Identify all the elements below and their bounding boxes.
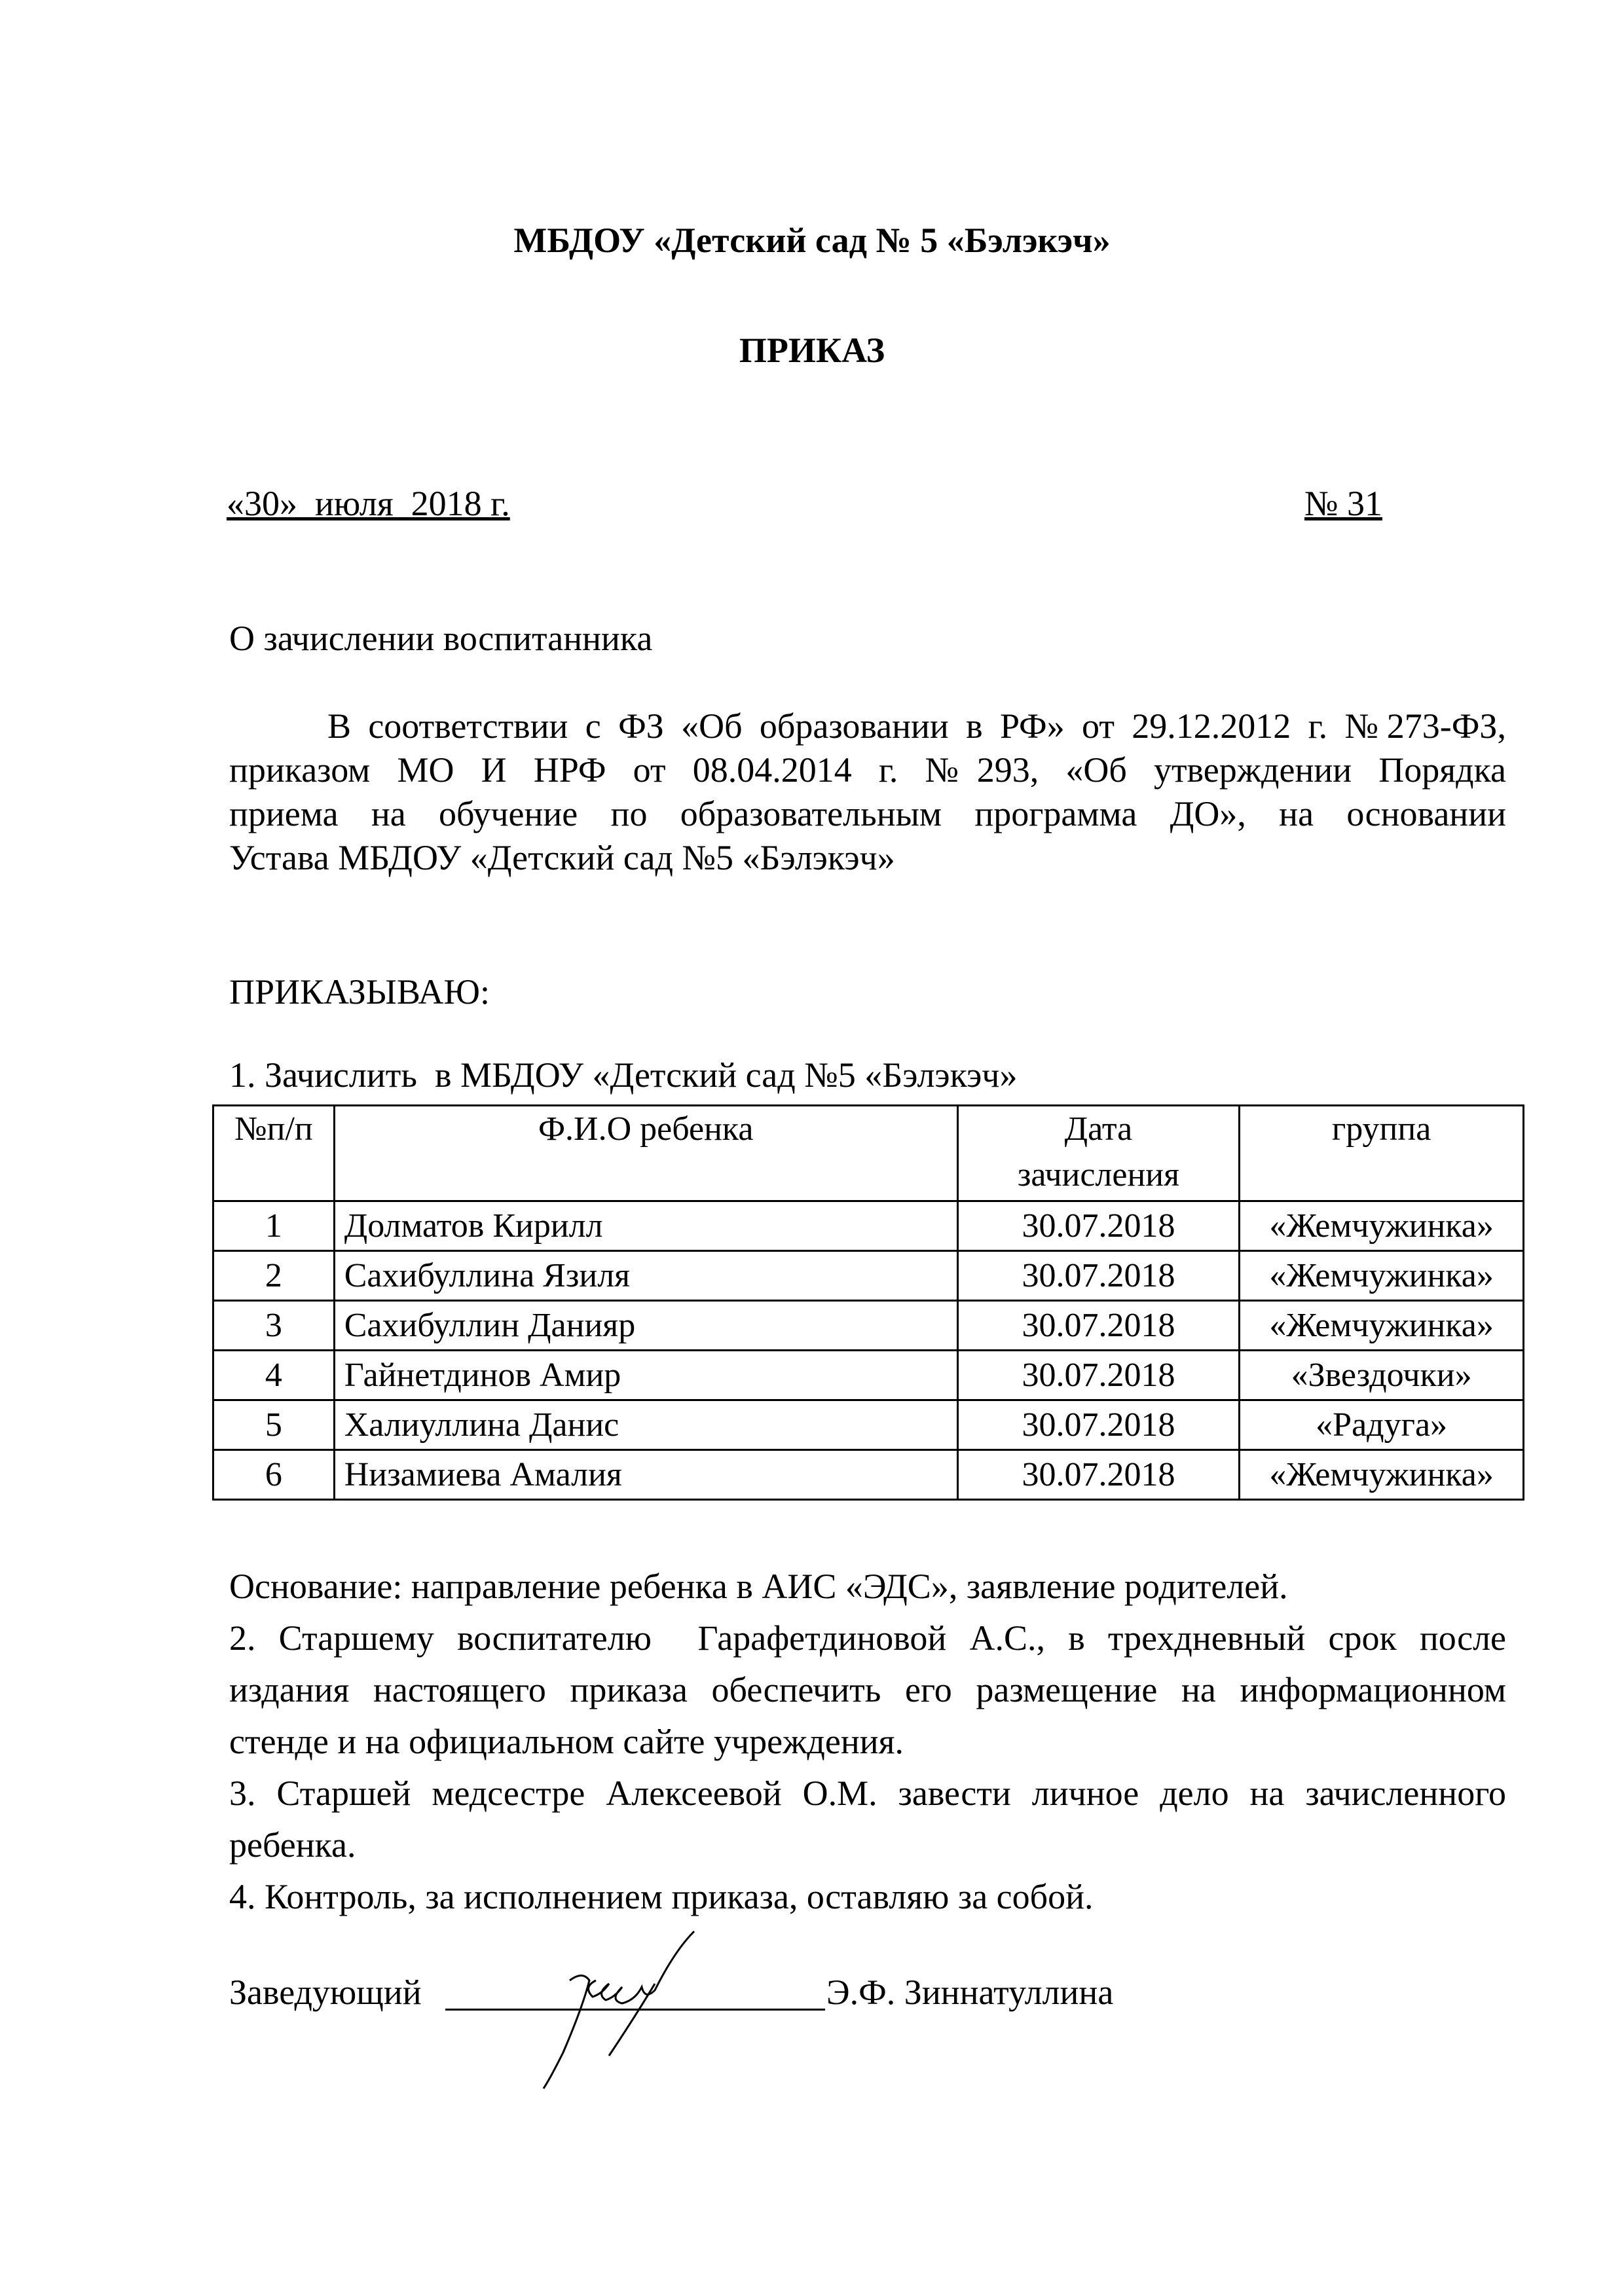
table-row [213, 1251, 1524, 1301]
preamble [229, 704, 1506, 880]
table-row [213, 1201, 1524, 1251]
document-type: ПРИКАЗ [739, 331, 885, 370]
order-word: ПРИКАЗЫВАЮ: [229, 972, 490, 1011]
organization-title: МБДОУ «Детский сад № 5 «Бэлэкэч» [513, 221, 1111, 260]
order-subject: О зачислении воспитанника [229, 619, 653, 658]
header-date-line1: Дата [1064, 1110, 1133, 1148]
order-body [229, 1561, 1506, 1923]
cell-date: 30.07.2018 [957, 1251, 1240, 1301]
body-line: 3. Старшей медсестре Алексеевой О.М. завести личное дело на зачисленного [229, 1774, 1506, 1813]
order-date: «30» июля 2018 г. [227, 484, 510, 523]
header-number: №п/п [213, 1106, 335, 1201]
cell-number: 1 [213, 1201, 335, 1251]
handwritten-signature [498, 1925, 733, 2095]
body-line: издания настоящего приказа обеспечить его размещение на информационном [229, 1670, 1506, 1709]
cell-date: 30.07.2018 [957, 1351, 1240, 1400]
header-date-line2: зачисления [1017, 1156, 1180, 1194]
table-row [213, 1351, 1524, 1400]
body-line: 4. Контроль, за исполнением приказа, оставляю за собой. [229, 1877, 1094, 1916]
preamble-line: приказом МО И НРФ от 08.04.2014 г. №293, «Об утверждении Порядка [229, 750, 1506, 790]
table-row [213, 1450, 1524, 1500]
cell-group: «Жемчужинка» [1240, 1251, 1524, 1301]
item-1: 1. Зачислить в МБДОУ «Детский сад №5 «Бэлэкэч» [229, 1055, 1018, 1095]
table-row [213, 1301, 1524, 1351]
cell-name: Долматов Кирилл [334, 1201, 957, 1251]
cell-group: «Жемчужинка» [1240, 1301, 1524, 1351]
preamble-line: В соответствии с ФЗ «Об образовании в РФ» от 29.12.2012 г. №273-ФЗ, [327, 706, 1506, 746]
signatory-title: Заведующий [229, 1973, 422, 2012]
header-group: группа [1240, 1106, 1524, 1201]
signatory-name: Э.Ф. Зиннатуллина [826, 1973, 1114, 2012]
cell-group: «Звездочки» [1240, 1351, 1524, 1400]
cell-date: 30.07.2018 [957, 1301, 1240, 1351]
enrollment-table [212, 1104, 1524, 1501]
cell-number: 3 [213, 1301, 335, 1351]
cell-name: Халиуллина Данис [334, 1400, 957, 1450]
cell-date: 30.07.2018 [957, 1400, 1240, 1450]
body-line: ребенка. [229, 1825, 356, 1865]
cell-group: «Жемчужинка» [1240, 1201, 1524, 1251]
cell-date: 30.07.2018 [957, 1450, 1240, 1500]
order-number: № 31 [1304, 484, 1382, 523]
cell-group: «Жемчужинка» [1240, 1450, 1524, 1500]
cell-name: Сахибуллина Язиля [334, 1251, 957, 1301]
cell-name: Низамиева Амалия [334, 1450, 957, 1500]
table-row [213, 1400, 1524, 1450]
preamble-line: Устава МБДОУ «Детский сад №5 «Бэлэкэч» [229, 838, 895, 877]
cell-name: Сахибуллин Данияр [334, 1301, 957, 1351]
body-line: стенде и на официальном сайте учреждения. [229, 1722, 904, 1761]
cell-number: 6 [213, 1450, 335, 1500]
table-header-row [213, 1106, 1524, 1201]
body-line: 2. Старшему воспитателю Гарафетдиновой А.С., в трехдневный срок после [229, 1618, 1506, 1658]
cell-group: «Радуга» [1240, 1400, 1524, 1450]
cell-date: 30.07.2018 [957, 1201, 1240, 1251]
cell-number: 2 [213, 1251, 335, 1301]
header-date [957, 1106, 1240, 1201]
header-name: Ф.И.О ребенка [334, 1106, 957, 1201]
cell-name: Гайнетдинов Амир [334, 1351, 957, 1400]
cell-number: 5 [213, 1400, 335, 1450]
body-line: Основание: направление ребенка в АИС «ЭДС», заявление родителей. [229, 1567, 1288, 1606]
preamble-line: приема на обучение по образовательным программа ДО», на основании [229, 794, 1506, 833]
cell-number: 4 [213, 1351, 335, 1400]
